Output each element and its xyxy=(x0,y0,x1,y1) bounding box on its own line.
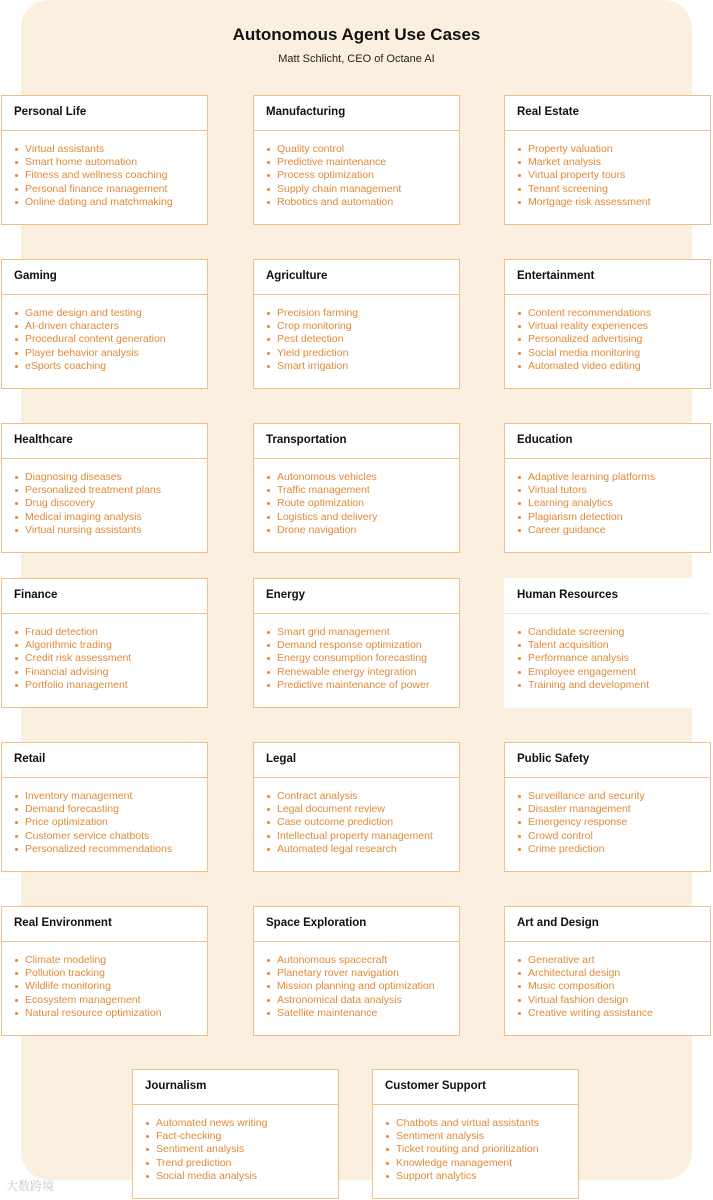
card-title: Gaming xyxy=(2,260,207,295)
card-list-item: Predictive maintenance xyxy=(266,156,459,169)
card-list-item: Drug discovery xyxy=(14,497,207,510)
card-title: Retail xyxy=(2,743,207,778)
card-list-item: Knowledge management xyxy=(385,1157,578,1170)
use-case-card xyxy=(504,742,711,872)
card-list-item: Credit risk assessment xyxy=(14,652,207,665)
card-list-item: Tenant screening xyxy=(517,183,710,196)
card-item-list xyxy=(2,778,207,856)
card-list-item: Customer service chatbots xyxy=(14,830,207,843)
use-case-card xyxy=(132,1069,339,1199)
use-case-card xyxy=(372,1069,579,1199)
card-list-item: eSports coaching xyxy=(14,360,207,373)
card-list-item: Performance analysis xyxy=(517,652,710,665)
card-list-item: Drone navigation xyxy=(266,524,459,537)
card-item-list xyxy=(133,1105,338,1183)
card-item-list xyxy=(254,614,459,692)
card-list-item: Generative art xyxy=(517,954,710,967)
card-title: Real Environment xyxy=(2,907,207,942)
card-list-item: Mission planning and optimization xyxy=(266,980,459,993)
card-list-item: Player behavior analysis xyxy=(14,347,207,360)
card-list-item: Online dating and matchmaking xyxy=(14,196,207,209)
use-case-card xyxy=(504,578,711,708)
card-item-list xyxy=(373,1105,578,1183)
card-list-item: Climate modeling xyxy=(14,954,207,967)
card-title: Healthcare xyxy=(2,424,207,459)
card-item-list xyxy=(254,459,459,537)
page-subtitle: Matt Schlicht, CEO of Octane AI xyxy=(278,53,435,65)
use-case-card xyxy=(253,423,460,553)
card-list-item: Intellectual property management xyxy=(266,830,459,843)
card-list-item: Personal finance management xyxy=(14,183,207,196)
card-list-item: Game design and testing xyxy=(14,307,207,320)
card-list-item: Wildlife monitoring xyxy=(14,980,207,993)
card-list-item: Pest detection xyxy=(266,333,459,346)
card-list-item: Market analysis xyxy=(517,156,710,169)
card-list-item: Content recommendations xyxy=(517,307,710,320)
card-item-list xyxy=(505,459,710,537)
card-list-item: Natural resource optimization xyxy=(14,1007,207,1020)
card-list-item: Diagnosing diseases xyxy=(14,471,207,484)
card-list-item: Quality control xyxy=(266,143,459,156)
card-list-item: Robotics and automation xyxy=(266,196,459,209)
card-list-item: Price optimization xyxy=(14,816,207,829)
card-item-list xyxy=(254,942,459,1020)
card-list-item: Ecosystem management xyxy=(14,994,207,1007)
card-list-item: Crime prediction xyxy=(517,843,710,856)
use-case-card xyxy=(253,259,460,389)
card-list-item: Legal document review xyxy=(266,803,459,816)
card-list-item: Sentiment analysis xyxy=(385,1130,578,1143)
card-list-item: Personalized treatment plans xyxy=(14,484,207,497)
card-list-item: Satellite maintenance xyxy=(266,1007,459,1020)
card-list-item: Creative writing assistance xyxy=(517,1007,710,1020)
card-list-item: Yield prediction xyxy=(266,347,459,360)
use-case-card xyxy=(504,906,711,1036)
card-list-item: Social media monitoring xyxy=(517,347,710,360)
card-item-list xyxy=(2,131,207,209)
card-title: Manufacturing xyxy=(254,96,459,131)
card-list-item: Plagiarism detection xyxy=(517,511,710,524)
card-list-item: Virtual nursing assistants xyxy=(14,524,207,537)
card-list-item: Ticket routing and prioritization xyxy=(385,1143,578,1156)
card-list-item: Autonomous vehicles xyxy=(266,471,459,484)
card-item-list xyxy=(2,295,207,373)
card-list-item: Crowd control xyxy=(517,830,710,843)
card-list-item: Energy consumption forecasting xyxy=(266,652,459,665)
card-list-item: Fraud detection xyxy=(14,626,207,639)
card-list-item: Architectural design xyxy=(517,967,710,980)
card-list-item: Virtual assistants xyxy=(14,143,207,156)
card-list-item: AI-driven characters xyxy=(14,320,207,333)
card-list-item: Crop monitoring xyxy=(266,320,459,333)
card-list-item: Renewable energy integration xyxy=(266,666,459,679)
use-case-card xyxy=(504,259,711,389)
card-item-list xyxy=(2,614,207,692)
card-list-item: Logistics and delivery xyxy=(266,511,459,524)
card-list-item: Supply chain management xyxy=(266,183,459,196)
card-list-item: Procedural content generation xyxy=(14,333,207,346)
card-list-item: Learning analytics xyxy=(517,497,710,510)
card-item-list xyxy=(2,942,207,1020)
card-item-list xyxy=(505,131,710,209)
card-list-item: Inventory management xyxy=(14,790,207,803)
card-title: Public Safety xyxy=(505,743,710,778)
card-item-list xyxy=(505,295,710,373)
card-list-item: Adaptive learning platforms xyxy=(517,471,710,484)
card-list-item: Chatbots and virtual assistants xyxy=(385,1117,578,1130)
use-case-card xyxy=(504,95,711,225)
card-list-item: Disaster management xyxy=(517,803,710,816)
card-list-item: Autonomous spacecraft xyxy=(266,954,459,967)
card-item-list xyxy=(254,295,459,373)
card-list-item: Candidate screening xyxy=(517,626,710,639)
card-list-item: Smart irrigation xyxy=(266,360,459,373)
card-list-item: Employee engagement xyxy=(517,666,710,679)
card-list-item: Medical imaging analysis xyxy=(14,511,207,524)
card-title: Entertainment xyxy=(505,260,710,295)
card-list-item: Precision farming xyxy=(266,307,459,320)
card-list-item: Predictive maintenance of power xyxy=(266,679,459,692)
use-case-card xyxy=(1,906,208,1036)
card-item-list xyxy=(2,459,207,537)
card-title: Personal Life xyxy=(2,96,207,131)
card-list-item: Virtual fashion design xyxy=(517,994,710,1007)
card-list-item: Fact-checking xyxy=(145,1130,338,1143)
card-title: Energy xyxy=(254,579,459,614)
card-list-item: Talent acquisition xyxy=(517,639,710,652)
card-list-item: Property valuation xyxy=(517,143,710,156)
card-title: Human Resources xyxy=(505,579,710,614)
card-title: Real Estate xyxy=(505,96,710,131)
card-title: Education xyxy=(505,424,710,459)
card-list-item: Support analytics xyxy=(385,1170,578,1183)
use-case-card xyxy=(1,578,208,708)
card-list-item: Financial advising xyxy=(14,666,207,679)
card-list-item: Virtual reality experiences xyxy=(517,320,710,333)
card-list-item: Automated legal research xyxy=(266,843,459,856)
card-item-list xyxy=(505,778,710,856)
card-list-item: Music composition xyxy=(517,980,710,993)
card-list-item: Smart grid management xyxy=(266,626,459,639)
card-list-item: Route optimization xyxy=(266,497,459,510)
use-case-card xyxy=(253,578,460,708)
card-item-list xyxy=(505,942,710,1020)
card-item-list xyxy=(254,131,459,209)
watermark: 大数跨境 xyxy=(6,1179,55,1193)
card-list-item: Virtual property tours xyxy=(517,169,710,182)
page-title: Autonomous Agent Use Cases xyxy=(232,25,481,44)
card-list-item: Portfolio management xyxy=(14,679,207,692)
use-case-card xyxy=(253,906,460,1036)
card-list-item: Mortgage risk assessment xyxy=(517,196,710,209)
card-item-list xyxy=(254,778,459,856)
card-title: Transportation xyxy=(254,424,459,459)
use-case-card xyxy=(253,742,460,872)
card-list-item: Traffic management xyxy=(266,484,459,497)
card-title: Art and Design xyxy=(505,907,710,942)
card-list-item: Contract analysis xyxy=(266,790,459,803)
card-list-item: Astronomical data analysis xyxy=(266,994,459,1007)
card-list-item: Sentiment analysis xyxy=(145,1143,338,1156)
card-list-item: Social media analysis xyxy=(145,1170,338,1183)
card-title: Space Exploration xyxy=(254,907,459,942)
use-case-card xyxy=(253,95,460,225)
card-list-item: Training and development xyxy=(517,679,710,692)
card-list-item: Career guidance xyxy=(517,524,710,537)
card-title: Legal xyxy=(254,743,459,778)
card-list-item: Process optimization xyxy=(266,169,459,182)
card-item-list xyxy=(505,614,710,692)
use-case-card xyxy=(1,423,208,553)
card-title: Journalism xyxy=(133,1070,338,1105)
card-title: Finance xyxy=(2,579,207,614)
card-list-item: Virtual tutors xyxy=(517,484,710,497)
card-list-item: Fitness and wellness coaching xyxy=(14,169,207,182)
use-case-card xyxy=(504,423,711,553)
card-list-item: Automated video editing xyxy=(517,360,710,373)
card-title: Customer Support xyxy=(373,1070,578,1105)
card-list-item: Demand response optimization xyxy=(266,639,459,652)
card-list-item: Trend prediction xyxy=(145,1157,338,1170)
use-case-card xyxy=(1,95,208,225)
card-list-item: Emergency response xyxy=(517,816,710,829)
card-title: Agriculture xyxy=(254,260,459,295)
card-list-item: Personalized recommendations xyxy=(14,843,207,856)
card-list-item: Demand forecasting xyxy=(14,803,207,816)
card-list-item: Algorithmic trading xyxy=(14,639,207,652)
card-list-item: Personalized advertising xyxy=(517,333,710,346)
card-list-item: Planetary rover navigation xyxy=(266,967,459,980)
card-list-item: Case outcome prediction xyxy=(266,816,459,829)
card-list-item: Surveillance and security xyxy=(517,790,710,803)
use-case-card xyxy=(1,259,208,389)
use-case-card xyxy=(1,742,208,872)
card-list-item: Smart home automation xyxy=(14,156,207,169)
card-list-item: Automated news writing xyxy=(145,1117,338,1130)
card-list-item: Pollution tracking xyxy=(14,967,207,980)
